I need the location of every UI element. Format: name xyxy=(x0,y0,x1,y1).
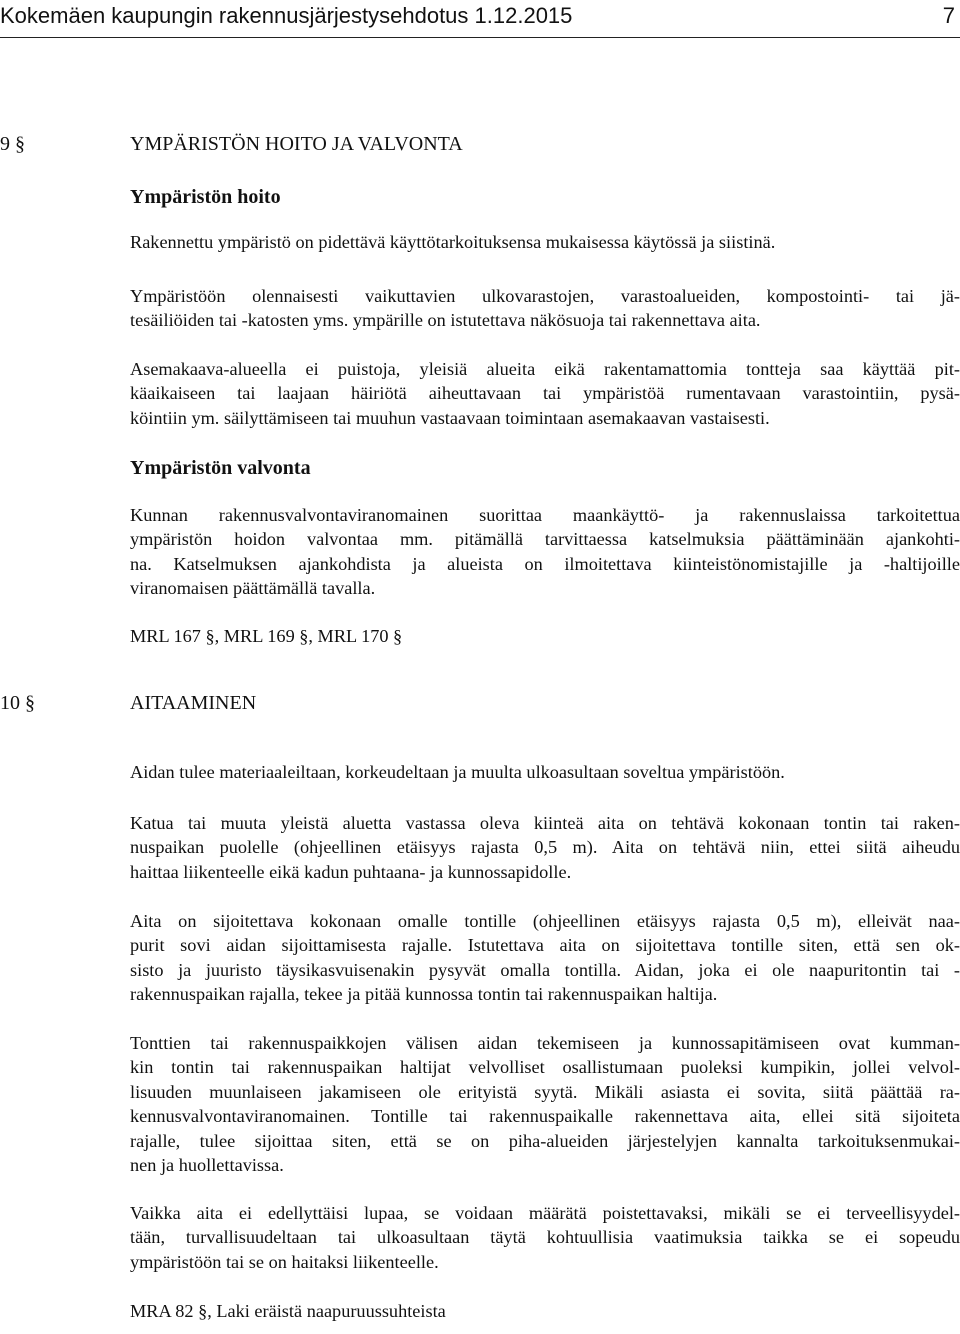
paragraph-line: lisuuden muunlaiseen jakamiseen ole erityistä syytä. Mikäli asiasta ei sovita, siitä päättää ra- xyxy=(130,1081,960,1102)
paragraph-line: Vaikka aita ei edellyttäisi lupaa, se voidaan määrätä poistettavaksi, mikäli se ei terveellisyydel- xyxy=(130,1203,960,1223)
paragraph xyxy=(130,811,960,884)
paragraph-line: kennusvalvontaviranomainen. Tontille tai rakennuspaikalle rakennettava aita, ellei sitä sijoiteta xyxy=(130,1106,960,1127)
paragraph-line: Aita on sijoitettava kokonaan omalle tontille (ohjeellinen etäisyys rajasta 0,5 m), elleivät naa- xyxy=(130,911,960,931)
paragraph xyxy=(130,760,960,784)
paragraph-line: viranomaisen päättämällä tavalla. xyxy=(130,578,376,599)
paragraph-line: Kunnan rakennusvalvontaviranomainen suorittaa maankäyttö- ja rakennuslaissa tarkoitettua xyxy=(130,505,960,525)
paragraph xyxy=(130,230,960,254)
reference-line: MRL 167 §, MRL 169 §, MRL 170 § xyxy=(130,626,403,646)
paragraph xyxy=(130,357,960,430)
paragraph-line: nen ja huollettavissa. xyxy=(130,1155,284,1176)
paragraph-line: tään, turvallisuudeltaan tai ulkoasultaan täytä kohtuullisia vaatimuksia taikka se ei sopeudu xyxy=(130,1227,960,1248)
paragraph xyxy=(130,503,960,601)
page-header xyxy=(0,2,955,30)
section-10-title: AITAAMINEN xyxy=(130,692,257,714)
paragraph xyxy=(130,909,960,1007)
paragraph-line: haittaa liikenteelle eikä kadun puhtaana- ja kunnossapidolle. xyxy=(130,861,572,882)
subsection-environment-care-title: Ympäristön hoito xyxy=(130,186,281,208)
paragraph-line: kin tontin tai rakennuspaikan haltijat velvolliset osallistumaan puoleksi kumpikin, jollei velvol- xyxy=(130,1057,960,1078)
paragraph xyxy=(130,1201,960,1274)
section-9-title: YMPÄRISTÖN HOITO JA VALVONTA xyxy=(130,133,463,155)
paragraph-line: Katua tai muuta yleistä aluetta vastassa oleva kiinteä aita on tehtävä kokonaan tontin tai raken- xyxy=(130,813,960,833)
paragraph-line: käaikaiseen tai laajaan häiriötä aiheuttavaan tai ympäristöä rumentavaan varastointiin, pysä- xyxy=(130,383,960,404)
legal-reference xyxy=(130,1299,960,1323)
paragraph-line: purit sovi aidan sijoittamisesta rajalle. Istutettava aita on sijoitettava tontille siten, että sen ok- xyxy=(130,935,960,956)
paragraph xyxy=(130,1031,960,1177)
paragraph-line: ympäristön hoidon valvontaa mm. pitämällä tarvittaessa katselmuksia päättäminään ajankohti- xyxy=(130,529,960,550)
section-9-heading xyxy=(0,131,463,157)
paragraph-line: nuspaikan puolelle (ohjeellinen etäisyys rajasta 0,5 m). Aita on tehtävä niin, ettei siitä aiheudu xyxy=(130,837,960,858)
paragraph-line: ympäristöön tai se on haitaksi liikenteelle. xyxy=(130,1251,439,1272)
paragraph-line: tesäiliöiden tai -katosten yms. ympärille on istutettava näkösuoja tai rakennettava aita. xyxy=(130,310,761,331)
paragraph-line: sisto ja juuristo täysikasvuisenakin pysyvät omalla tontilla. Aidan, joka ei ole naapuritontin tai - xyxy=(130,959,960,980)
reference-line: MRA 82 §, Laki eräistä naapuruussuhteista xyxy=(130,1301,446,1321)
section-9-number: 9 § xyxy=(0,133,25,155)
paragraph-line: Ympäristöön olennaisesti vaikuttavien ulkovarastojen, varastoalueiden, kompostointi- tai jä- xyxy=(130,286,960,306)
section-10-heading xyxy=(0,690,256,716)
section-10-number: 10 § xyxy=(0,692,35,714)
paragraph-line: Tonttien tai rakennuspaikkojen välisen aidan tekemiseen ja kunnossapitämiseen ovat kumman- xyxy=(130,1033,960,1053)
paragraph-line: Rakennettu ympäristö on pidettävä käyttötarkoituksensa mukaisessa käytössä ja siistinä. xyxy=(130,232,776,252)
paragraph-line: rakennuspaikan rajalla, tekee ja pitää kunnossa tontin tai rakennuspaikan haltija. xyxy=(130,984,718,1005)
paragraph-line: na. Katselmuksen ajankohdista ja alueista on ilmoitettava kiinteistönomistajille ja -haltijoille xyxy=(130,553,960,574)
paragraph-line: rajalle, tulee sijoittaa siten, että se on piha-alueiden järjestelyjen kannalta tarkoituksenmukai- xyxy=(130,1130,960,1151)
paragraph-line: Aidan tulee materiaaleiltaan, korkeudeltaan ja muulta ulkoasultaan soveltua ympäristöön. xyxy=(130,762,785,782)
page-number: 7 xyxy=(942,3,955,28)
paragraph-line: köintiin ym. säilyttämiseen tai muuhun vastaavaan toimintaan asemakaavan vastaisesti. xyxy=(130,407,770,428)
subsection-environment-supervision-title: Ympäristön valvonta xyxy=(130,457,311,479)
legal-reference xyxy=(130,624,960,648)
document-title: Kokemäen kaupungin rakennusjärjestysehdotus 1.12.2015 xyxy=(0,3,573,28)
paragraph-line: Asemakaava-alueella ei puistoja, yleisiä alueita eikä rakentamattomia tontteja saa käyttää pit- xyxy=(130,359,960,379)
header-divider xyxy=(0,37,960,38)
paragraph xyxy=(130,284,960,333)
